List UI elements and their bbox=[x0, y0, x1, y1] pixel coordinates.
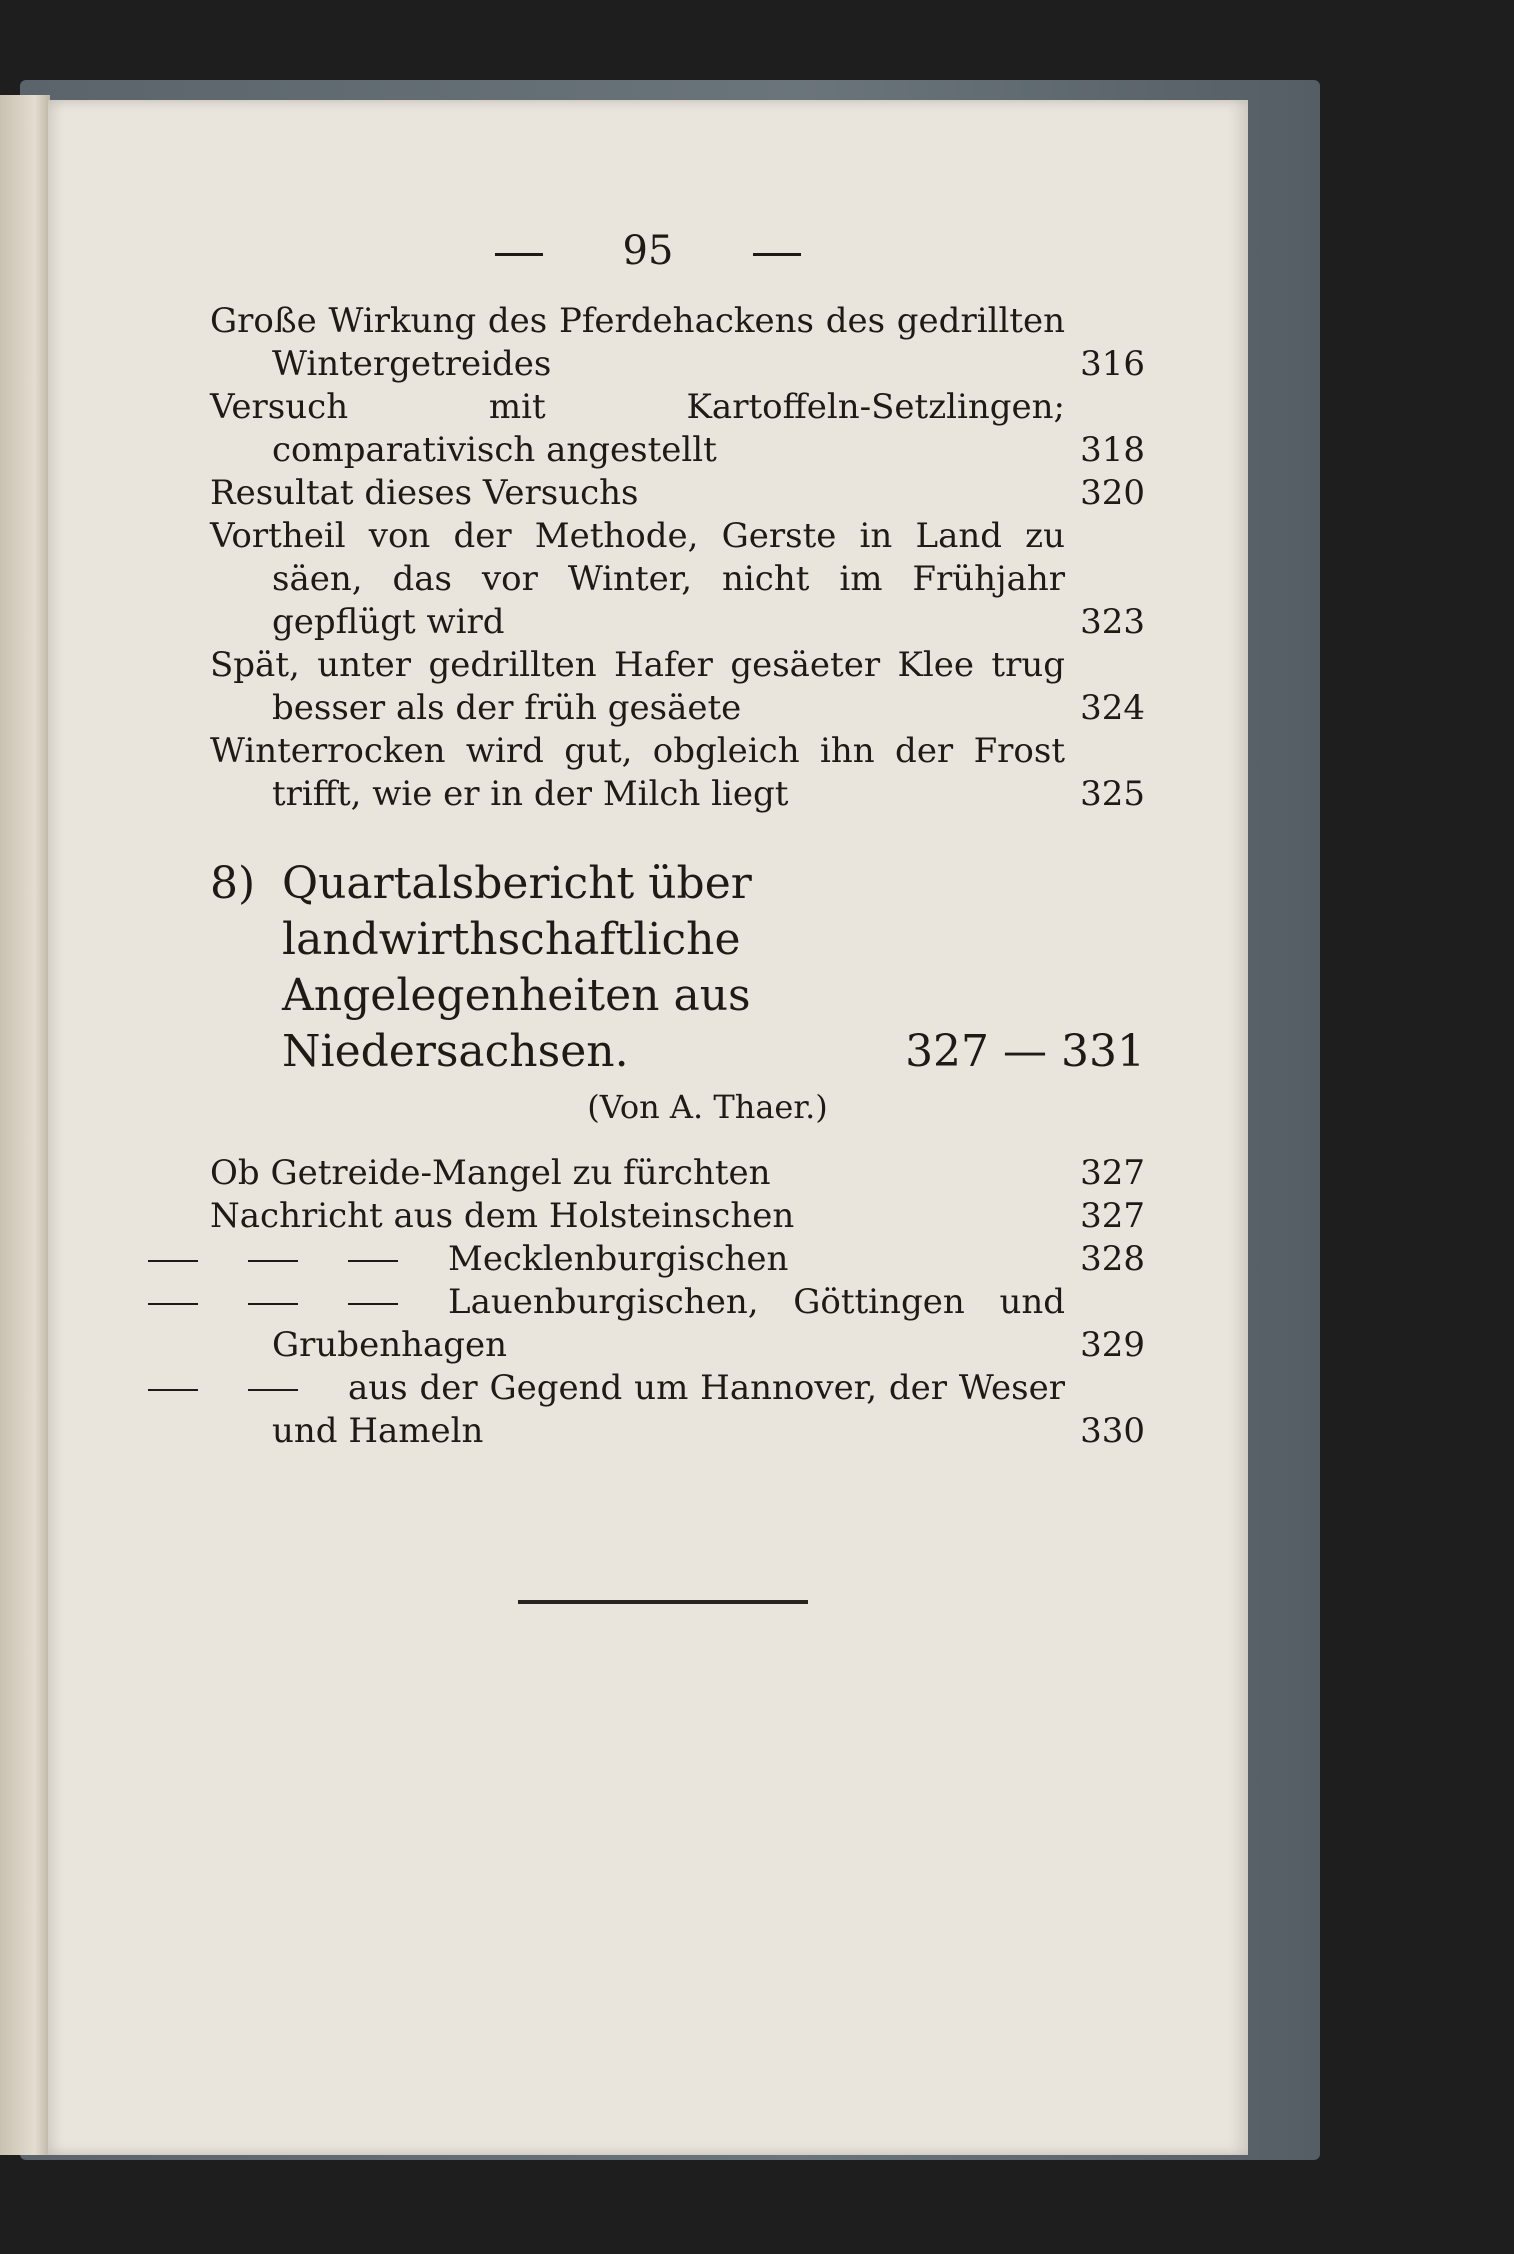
toc-entry-page: 327 bbox=[1080, 1153, 1145, 1193]
toc-entry-text: Große Wirkung des Pferdehackens des gedrillten Wintergetreides bbox=[210, 301, 1065, 384]
toc-entry-text: Ob Getreide-Mangel zu fürchten bbox=[210, 1153, 771, 1193]
toc-entry-page: 320 bbox=[1080, 473, 1145, 513]
toc-entry-page: 324 bbox=[1080, 688, 1145, 728]
book-page bbox=[48, 100, 1248, 2155]
toc-entry-page: 318 bbox=[1080, 430, 1145, 470]
header-dash-left bbox=[495, 253, 543, 256]
toc-entry bbox=[210, 730, 1145, 816]
toc-entry-text bbox=[210, 1367, 1145, 1453]
page-header bbox=[48, 228, 1248, 274]
toc-entry bbox=[210, 1238, 1145, 1281]
toc-entry-page: 316 bbox=[1080, 344, 1145, 384]
toc-entry-label: Lauenburgischen, Göttingen und Grubenhagen bbox=[272, 1282, 1065, 1365]
ditto-dashes bbox=[210, 1367, 348, 1410]
toc-entry-label: Mecklenburgischen bbox=[448, 1239, 789, 1279]
header-dash-right bbox=[753, 253, 801, 256]
section-title: Quartalsbericht über landwirthschaftliche Angelegenheiten aus Niedersachsen. bbox=[282, 858, 752, 1077]
toc-entry bbox=[210, 386, 1145, 472]
toc-entry-text bbox=[210, 1238, 1145, 1281]
table-of-contents bbox=[210, 300, 1145, 1453]
toc-entry-page: 329 bbox=[1080, 1325, 1145, 1365]
toc-entry-text: Spät, unter gedrillten Hafer gesäeter Klee trug besser als der früh gesäete bbox=[210, 645, 1065, 728]
end-rule bbox=[518, 1600, 808, 1604]
toc-entry-label: aus der Gegend um Hannover, der Weser und Hameln bbox=[272, 1368, 1065, 1451]
toc-entry-page: 330 bbox=[1080, 1411, 1145, 1451]
section-page-range: 327 — 331 bbox=[905, 1026, 1145, 1077]
section-heading bbox=[210, 856, 1145, 1080]
toc-entry bbox=[210, 300, 1145, 386]
toc-entry bbox=[210, 472, 1145, 515]
page-number: 95 bbox=[622, 228, 674, 274]
toc-entry-text bbox=[210, 1281, 1145, 1367]
section-number: 8) bbox=[210, 858, 256, 909]
toc-entry-page: 327 bbox=[1080, 1196, 1145, 1236]
toc-entry-text: Vortheil von der Methode, Gerste in Land zu säen, das vor Winter, nicht im Frühjahr gepflügt wird bbox=[210, 516, 1065, 642]
toc-entry bbox=[210, 1195, 1145, 1238]
toc-entry bbox=[210, 644, 1145, 730]
toc-entry-text: Winterrocken wird gut, obgleich ihn der Frost trifft, wie er in der Milch liegt bbox=[210, 731, 1065, 814]
toc-entry bbox=[210, 515, 1145, 644]
toc-entry-page: 323 bbox=[1080, 602, 1145, 642]
ditto-dashes bbox=[210, 1281, 448, 1324]
toc-entry bbox=[210, 1152, 1145, 1195]
toc-entry-text: Nachricht aus dem Holsteinschen bbox=[210, 1196, 795, 1236]
toc-entry-page: 328 bbox=[1080, 1239, 1145, 1279]
section-author: (Von A. Thaer.) bbox=[587, 1088, 828, 1126]
toc-entry-page: 325 bbox=[1080, 774, 1145, 814]
toc-entry-text: Versuch mit Kartoffeln-Setzlingen; comparativisch angestellt bbox=[210, 387, 1065, 470]
toc-entry bbox=[210, 1281, 1145, 1367]
toc-entry bbox=[210, 1367, 1145, 1453]
facing-page-edge bbox=[0, 95, 50, 2155]
ditto-dashes bbox=[210, 1238, 448, 1281]
toc-entry-text: Resultat dieses Versuchs bbox=[210, 473, 639, 513]
